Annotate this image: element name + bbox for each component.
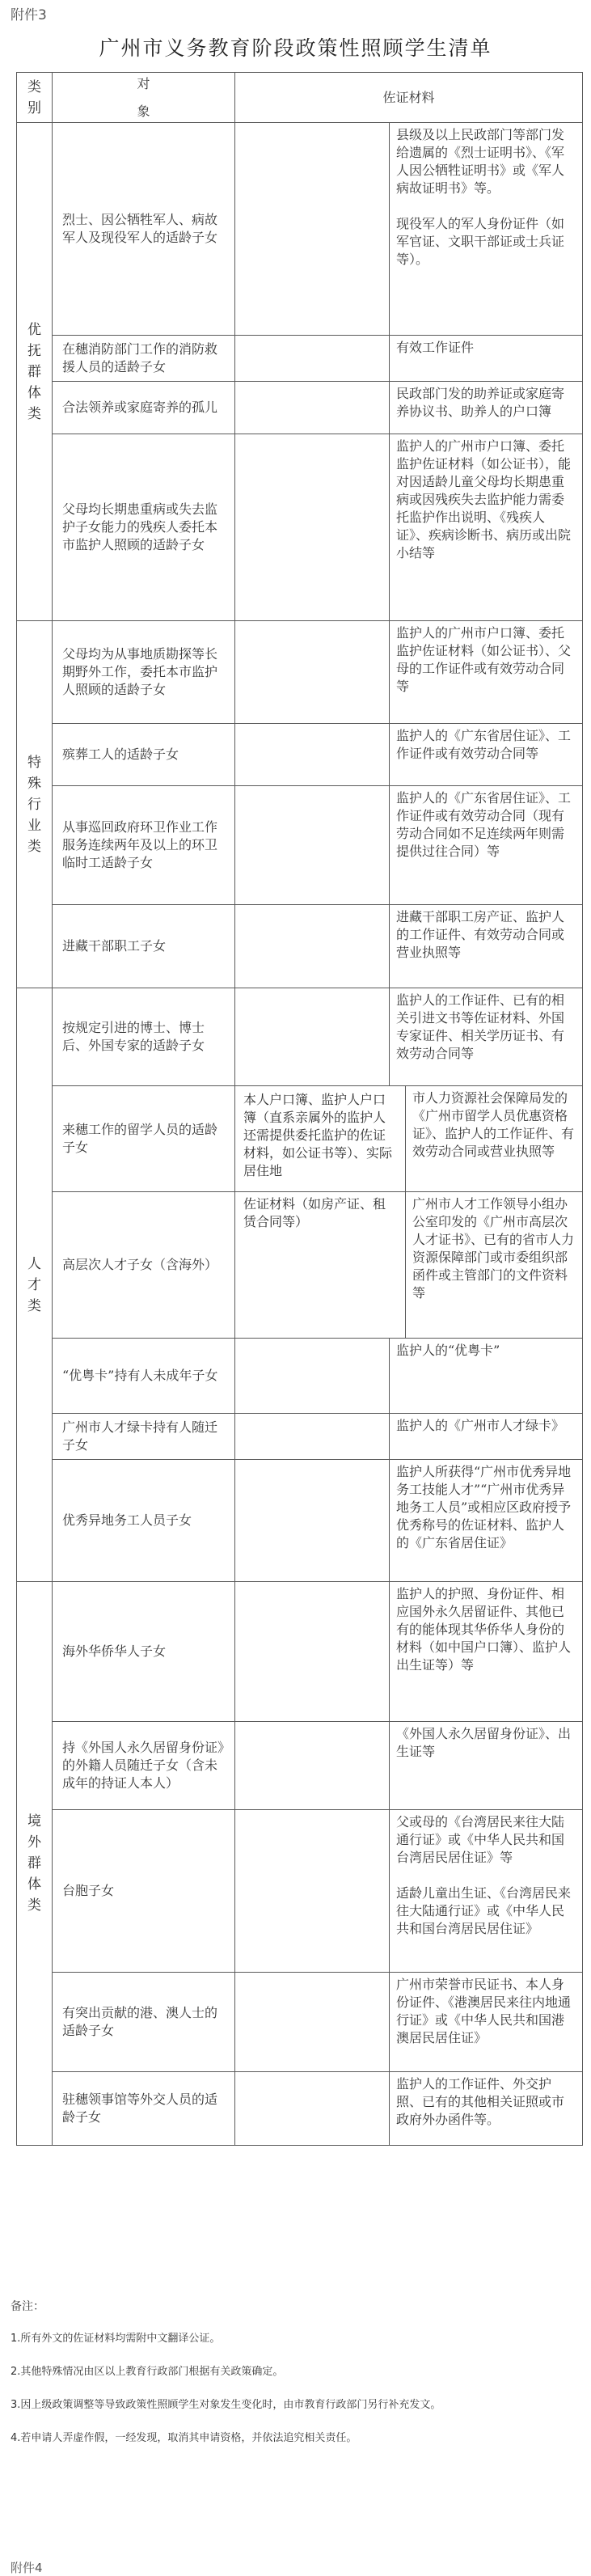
materials-cell — [235, 336, 583, 382]
table-row — [17, 1582, 583, 1722]
category-label: 境外群体类 — [27, 1813, 41, 1914]
category-cell — [17, 1582, 53, 2146]
shared-materials-column — [235, 1414, 389, 1459]
material-item: 适龄儿童出生证、《台湾居民来往大陆通行证》或《中华人民共和国台湾居民居住证》 — [396, 1885, 572, 1936]
materials-cell — [235, 1086, 583, 1192]
shared-materials-column — [235, 1973, 389, 2071]
material-item: 民政部门发的助养证或家庭寄养协议书、助养人的户口簿 — [396, 386, 565, 419]
object-cell: 有突出贡献的港、澳人士的适龄子女 — [53, 1973, 235, 2072]
material-item: 市人力资源社会保障局发的《广州市留学人员优惠资格证》、监护人的工作证件、有效劳动合同或营业执照等 — [412, 1090, 575, 1159]
object-cell: 来穗工作的留学人员的适龄子女 — [53, 1086, 235, 1192]
materials-cell — [235, 434, 583, 621]
shared-materials-column — [235, 434, 389, 620]
object-cell: 烈士、因公牺牲军人、病故军人及现役军人的适龄子女 — [53, 123, 235, 336]
materials-text — [389, 382, 582, 434]
notes-section — [11, 2299, 441, 2464]
materials-cell — [235, 1582, 583, 1722]
category-cell — [17, 621, 53, 988]
header-object — [53, 73, 235, 123]
shared-materials-text: 佐证材料（如房产证、租赁合同等） — [243, 1196, 386, 1229]
materials-cell — [235, 988, 583, 1086]
header-category: 类别 — [17, 73, 53, 123]
table-row — [17, 1414, 583, 1460]
object-cell: 持《外国人永久居留身份证》的外籍人员随迁子女（含未成年的持证人本人） — [53, 1722, 235, 1810]
materials-cell — [235, 123, 583, 336]
material-item: 父或母的《台湾居民来往大陆通行证》或《中华人民共和国台湾居民居住证》等 — [396, 1814, 565, 1865]
shared-materials-column — [235, 1086, 405, 1191]
material-item: 广州市荣誉市民证书、本人身份证件、《港澳居民来往内地通行证》或《中华人民共和国港澳居民居住证》 — [396, 1977, 572, 2045]
materials-text — [389, 336, 582, 381]
footer-attachment-label: 附件4 — [11, 2561, 43, 2575]
shared-materials-column — [235, 786, 389, 904]
table-row — [17, 336, 583, 382]
object-cell: 父母均为从事地质勘探等长期野外工作，委托本市监护人照顾的适龄子女 — [53, 621, 235, 724]
object-cell: 驻穗领事馆等外交人员的适龄子女 — [53, 2072, 235, 2146]
materials-text — [389, 988, 582, 1085]
object-cell: 高层次人才子女（含海外） — [53, 1192, 235, 1339]
materials-text — [389, 123, 582, 335]
material-item: 现役军人的军人身份证件（如军官证、文职干部证或士兵证等）。 — [396, 216, 565, 267]
material-item: 监护人的广州市户口簿、委托监护佐证材料（如公证书），能对因适龄儿童父母均长期患重病或因残疾失去监护能力需委托监护作出说明、《残疾人证》、疾病诊断书、病历或出院小结等 — [396, 438, 572, 560]
materials-cell — [235, 1810, 583, 1973]
object-cell: 优秀异地务工人员子女 — [53, 1460, 235, 1582]
table-row — [17, 1973, 583, 2072]
materials-cell — [235, 724, 583, 786]
materials-cell — [235, 382, 583, 434]
materials-cell — [235, 621, 583, 724]
material-item: 监护人的《广东省居住证》、工作证件或有效劳动合同（现有劳动合同如不足连续两年则需提供过往合同）等 — [396, 790, 572, 859]
object-cell: 殡葬工人的适龄子女 — [53, 724, 235, 786]
header-materials: 佐证材料 — [235, 73, 583, 123]
materials-text — [389, 1414, 582, 1459]
object-cell: 进藏干部职工子女 — [53, 905, 235, 988]
table-row — [17, 382, 583, 434]
shared-materials-column — [235, 1582, 389, 1721]
note-item: 3.因上级政策调整等导致政策性照顾学生对象发生变化时，由市教育行政部门另行补充发文。 — [11, 2399, 441, 2411]
materials-text — [389, 724, 582, 785]
materials-text — [389, 1973, 582, 2071]
shared-materials-column — [235, 1192, 405, 1338]
object-cell: 在穗消防部门工作的消防救援人员的适龄子女 — [53, 336, 235, 382]
table-row — [17, 1192, 583, 1339]
notes-heading: 备注： — [11, 2300, 44, 2313]
policy-table — [16, 72, 583, 2146]
materials-text — [389, 434, 582, 620]
object-cell: 父母均长期患重病或失去监护子女能力的残疾人委托本市监护人照顾的适龄子女 — [53, 434, 235, 621]
materials-text — [389, 1582, 582, 1721]
shared-materials-column — [235, 988, 389, 1085]
materials-text — [405, 1086, 582, 1191]
materials-text — [389, 2072, 582, 2145]
materials-text — [389, 1810, 582, 1972]
materials-text — [389, 1722, 582, 1809]
material-item: 进藏干部职工房产证、监护人的工作证件、有效劳动合同或营业执照等 — [396, 909, 565, 960]
material-item: 监护人的《广州市人才绿卡》 — [396, 1418, 565, 1433]
table-row — [17, 1086, 583, 1192]
material-item: 监护人的工作证件、外交护照、已有的其他相关证照或市政府外办函件等。 — [396, 2076, 565, 2127]
table-row — [17, 988, 583, 1086]
material-item: 监护人所获得“广州市优秀异地务工技能人才”“广州市优秀异地务工人员”或相应区政府授予优秀称号的佐证材料、监护人的《广东省居住证》 — [396, 1464, 572, 1550]
shared-materials-column — [235, 724, 389, 785]
object-cell: 按规定引进的博士、博士后、外国专家的适龄子女 — [53, 988, 235, 1086]
table-row — [17, 1339, 583, 1414]
category-cell — [17, 123, 53, 621]
object-cell: 广州市人才绿卡持有人随迁子女 — [53, 1414, 235, 1460]
shared-materials-text: 本人户口簿、监护人户口簿（直系亲属外的监护人还需提供委托监护的佐证材料，如公证书等）、实际居住地 — [243, 1092, 393, 1178]
header-object-line1: 对 — [137, 75, 150, 91]
table-row — [17, 434, 583, 621]
materials-cell — [235, 2072, 583, 2146]
materials-cell — [235, 905, 583, 988]
table-row — [17, 1460, 583, 1582]
materials-text — [389, 1460, 582, 1581]
material-item: 县级及以上民政部门等部门发给遗属的《烈士证明书》、《军人因公牺牲证明书》或《军人病故证明书》等。 — [396, 127, 565, 196]
material-item: 监护人的“优粤卡” — [396, 1343, 500, 1358]
shared-materials-column — [235, 123, 389, 335]
category-cell — [17, 988, 53, 1582]
category-label: 特殊行业类 — [27, 754, 41, 855]
object-cell: “优粤卡”持有人未成年子女 — [53, 1339, 235, 1414]
note-item: 2.其他特殊情况由区以上教育行政部门根据有关政策确定。 — [11, 2366, 284, 2378]
materials-text — [389, 786, 582, 904]
materials-cell — [235, 1973, 583, 2072]
shared-materials-column — [235, 905, 389, 988]
object-cell: 海外华侨华人子女 — [53, 1582, 235, 1722]
note-item: 4.若申请人弄虚作假，一经发现，取消其申请资格，并依法追究相关责任。 — [11, 2432, 357, 2444]
note-item: 1.所有外文的佐证材料均需附中文翻译公证。 — [11, 2333, 221, 2345]
materials-text — [389, 621, 582, 723]
document-title: 广州市义务教育阶段政策性照顾学生清单 — [99, 36, 492, 60]
material-item: 监护人的《广东省居住证》、工作证件或有效劳动合同等 — [396, 728, 572, 761]
material-item: 《外国人永久居留身份证》、出生证等 — [396, 1726, 572, 1759]
object-cell: 合法领养或家庭寄养的孤儿 — [53, 382, 235, 434]
header-object-line2: 象 — [137, 103, 150, 119]
materials-text — [389, 1339, 582, 1413]
shared-materials-column — [235, 621, 389, 723]
materials-cell — [235, 1722, 583, 1810]
shared-materials-column — [235, 336, 389, 381]
materials-cell — [235, 1339, 583, 1414]
material-item: 监护人的工作证件、已有的相关引进文书等佐证材料、外国专家证件、相关学历证书、有效劳动合同等 — [396, 992, 565, 1061]
shared-materials-column — [235, 382, 389, 434]
table-row — [17, 724, 583, 786]
shared-materials-column — [235, 1460, 389, 1581]
materials-cell — [235, 1414, 583, 1460]
shared-materials-column — [235, 1810, 389, 1972]
table-row — [17, 905, 583, 988]
shared-materials-column — [235, 1722, 389, 1809]
materials-text — [405, 1192, 582, 1338]
material-item: 监护人的广州市户口簿、委托监护佐证材料（如公证书）、父母的工作证件或有效劳动合同等 — [396, 625, 572, 694]
category-label: 人才类 — [27, 1255, 41, 1314]
category-label: 优抚群体类 — [27, 321, 41, 422]
table-row — [17, 1810, 583, 1973]
materials-cell — [235, 1460, 583, 1582]
table-row — [17, 2072, 583, 2146]
materials-text — [389, 905, 582, 988]
table-header-row — [17, 73, 583, 123]
shared-materials-column — [235, 1339, 389, 1413]
table-row — [17, 123, 583, 336]
material-item: 有效工作证件 — [396, 340, 475, 355]
object-cell: 台胞子女 — [53, 1810, 235, 1973]
materials-cell — [235, 786, 583, 905]
attachment-label: 附件3 — [11, 7, 47, 23]
material-item: 监护人的护照、身份证件、相应国外永久居留证件、其他已有的能体现其华侨华人身份的材料（如中国户口簿）、监护人出生证等）等 — [396, 1586, 572, 1673]
table-row — [17, 1722, 583, 1810]
table-row — [17, 621, 583, 724]
shared-materials-column — [235, 2072, 389, 2145]
materials-cell — [235, 1192, 583, 1339]
material-item: 广州市人才工作领导小组办公室印发的《广州市高层次人才证书》、已有的省市人力资源保障部门或市委组织部函件或主管部门的文件资料等 — [412, 1196, 575, 1301]
object-cell: 从事巡回政府环卫作业工作服务连续两年及以上的环卫临时工适龄子女 — [53, 786, 235, 905]
table-row — [17, 786, 583, 905]
